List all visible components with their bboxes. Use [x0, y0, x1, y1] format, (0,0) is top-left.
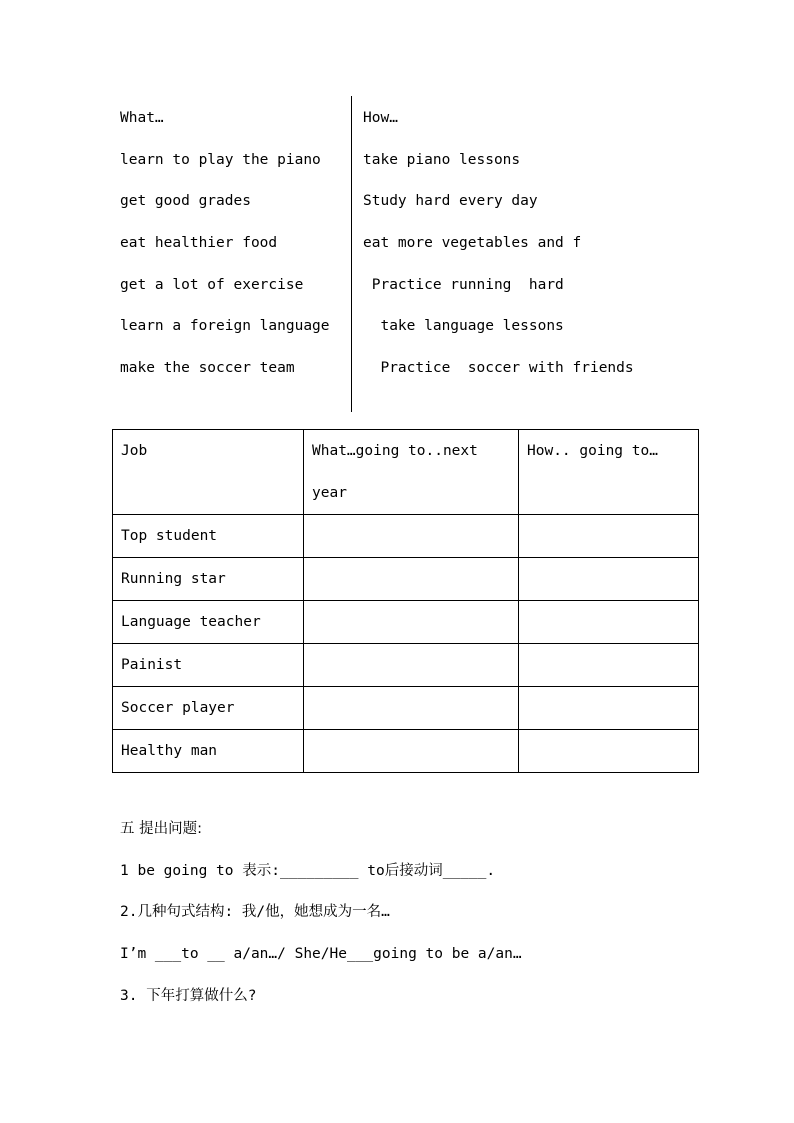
what-cell[interactable]	[304, 601, 519, 644]
how-item: Study hard every day	[363, 193, 538, 210]
how-cell[interactable]	[519, 515, 699, 558]
note-line-1: 1 be going to 表示:_________ to后接动词_____.	[120, 862, 496, 879]
job-cell: Running star	[113, 558, 304, 601]
section-heading: 五 提出问题:	[120, 821, 202, 837]
what-how-list	[120, 96, 680, 412]
how-item: eat more vegetables and f	[363, 235, 582, 252]
job-cell: Painist	[113, 644, 304, 687]
what-header: What…	[120, 110, 164, 126]
what-item: learn to play the piano	[120, 151, 321, 168]
job-cell: Healthy man	[113, 730, 304, 773]
table-row	[113, 558, 699, 601]
note-line-4: 3. 下年打算做什么?	[120, 987, 257, 1004]
column-divider	[351, 96, 352, 412]
what-cell[interactable]	[304, 515, 519, 558]
what-cell[interactable]	[304, 730, 519, 773]
table-row	[113, 601, 699, 644]
job-cell: Top student	[113, 515, 304, 558]
how-cell[interactable]	[519, 730, 699, 773]
job-plan-table	[112, 429, 699, 773]
what-cell[interactable]	[304, 558, 519, 601]
how-column	[363, 104, 683, 396]
how-cell[interactable]	[519, 644, 699, 687]
header-job: Job	[113, 430, 304, 515]
what-item: learn a foreign language	[120, 318, 330, 335]
table-header-row	[113, 430, 699, 515]
how-item: take piano lessons	[363, 151, 521, 168]
note-line-3: I’m ___to __ a/an…/ She/He___going to be a/an…	[120, 946, 522, 963]
how-item: Practice running hard	[363, 276, 564, 293]
what-item: get good grades	[120, 193, 251, 210]
how-item: Practice soccer with friends	[363, 360, 634, 377]
questions-section	[120, 808, 720, 1016]
how-cell[interactable]	[519, 558, 699, 601]
header-how: How.. going to…	[519, 430, 699, 515]
table-row	[113, 730, 699, 773]
how-header: How…	[363, 110, 398, 126]
what-item: make the soccer team	[120, 360, 295, 377]
job-cell: Soccer player	[113, 687, 304, 730]
job-cell: Language teacher	[113, 601, 304, 644]
note-line-2: 2.几种句式结构: 我/他，她想成为一名…	[120, 904, 390, 921]
what-cell[interactable]	[304, 644, 519, 687]
table-row	[113, 515, 699, 558]
what-item: eat healthier food	[120, 235, 278, 252]
header-what: What…going to..next year	[304, 430, 519, 515]
how-cell[interactable]	[519, 687, 699, 730]
how-cell[interactable]	[519, 601, 699, 644]
table-row	[113, 644, 699, 687]
what-cell[interactable]	[304, 687, 519, 730]
what-column	[120, 104, 348, 396]
what-item: get a lot of exercise	[120, 276, 304, 293]
how-item: take language lessons	[363, 318, 564, 335]
table-row	[113, 687, 699, 730]
